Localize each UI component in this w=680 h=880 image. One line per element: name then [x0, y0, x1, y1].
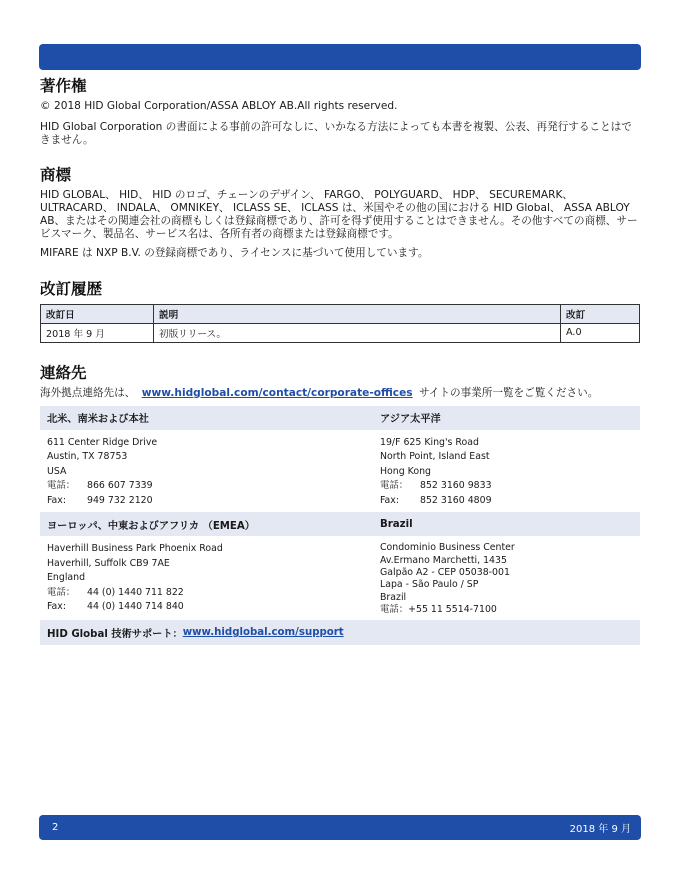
fax-label: Fax: [47, 601, 66, 613]
na-title: 北米、南米および本社 [47, 414, 149, 426]
phone-label: 電話： [47, 480, 76, 492]
page-number: 2 [52, 822, 59, 833]
contacts-body-row-1 [40, 430, 640, 513]
fax-label: Fax: [47, 494, 66, 506]
fax-label: Fax: [380, 494, 399, 506]
address-line: North Point, Island East [380, 451, 490, 463]
address-line: USA [47, 465, 67, 477]
phone-line: 電話：+55 11 5514-7100 [380, 603, 497, 615]
contacts-intro [40, 387, 640, 400]
support-link[interactable]: www.hidglobal.com/support [182, 627, 344, 639]
contacts-body-row-2 [40, 536, 640, 620]
revision-header-row [41, 304, 640, 323]
support-label: HID Global 技術サポート： [47, 629, 183, 641]
copyright-heading: 著作権 [40, 77, 87, 95]
col-description: 説明 [154, 304, 561, 323]
trademarks-heading: 商標 [40, 165, 72, 184]
address-line: Lapa - São Paulo / SP [380, 579, 479, 591]
contacts-grid [40, 406, 640, 645]
table-row [41, 323, 640, 342]
mifare-text: MIFARE は NXP B.V. の登録商標であり、ライセンスに基づいて使用しています。 [40, 247, 429, 260]
trademarks-text: HID GLOBAL、 HID、 HID のロゴ、チェーンのデザイン、 FARGO、 POLYGUARD、 HDP、 SECUREMARK、 ULTRACARD、 INDALA、 OMNIKEY、 ICLASS SE、 ICLASS は、米国やその他の国における HID Global、 ASSA ABLOY AB、またはその関連会社の商標もしくは登録商標であり、許可を得ず使用することはできません。その他すべての商標、サービスマーク、製品名、サービス名は、各所有者の商標または登録商標です。 [40, 188, 638, 241]
intro-suffix: サイトの事業所一覧をご覧ください。 [418, 386, 599, 399]
address-line: Haverhill Business Park Phoenix Road [47, 543, 223, 555]
ap-address-block [374, 436, 640, 509]
header-band [39, 44, 641, 70]
phone-label: 電話： [380, 480, 409, 492]
phone-line [47, 586, 374, 601]
col-date: 改訂日 [41, 304, 154, 323]
fax-line [47, 600, 374, 615]
copyright-line: © 2018 HID Global Corporation/ASSA ABLOY AB.All rights reserved. [40, 100, 398, 112]
contacts-heading: 連絡先 [40, 363, 87, 382]
address-line: Galpão A2 - CEP 05038-001 [380, 566, 510, 578]
fax-number: 949 732 2120 [87, 494, 153, 506]
address-line: Condominio Business Center [380, 542, 515, 554]
page-content [40, 76, 640, 645]
address-line: Brazil [380, 591, 407, 603]
phone-number: 852 3160 9833 [420, 480, 492, 492]
fax-number: 852 3160 4809 [420, 494, 492, 506]
fax-line [47, 494, 374, 509]
emea-address-block [40, 542, 374, 616]
brazil-address-block [374, 542, 640, 616]
contacts-header-row-1 [40, 406, 640, 430]
na-address-block [40, 436, 374, 509]
address-line: Hong Kong [380, 465, 431, 477]
phone-number: 44 (0) 1440 711 822 [87, 586, 184, 598]
address-line: 611 Center Ridge Drive [47, 436, 158, 448]
contacts-header-row-2 [40, 512, 640, 536]
ap-title: アジア太平洋 [380, 414, 441, 426]
cell-date: 2018 年 9 月 [41, 323, 154, 342]
fax-number: 44 (0) 1440 714 840 [87, 601, 184, 613]
address-line: Austin, TX 78753 [47, 451, 128, 463]
corporate-offices-link[interactable]: www.hidglobal.com/contact/corporate-offices [141, 386, 413, 399]
cell-revision: A.0 [561, 323, 640, 342]
col-revision: 改訂 [561, 304, 640, 323]
fax-line [380, 494, 640, 509]
phone-number: 866 607 7339 [87, 480, 153, 492]
cell-description: 初版リリース。 [154, 323, 561, 342]
address-line: Haverhill, Suffolk CB9 7AE [47, 557, 170, 569]
phone-line [47, 479, 374, 494]
copyright-notice: HID Global Corporation の書面による事前の許可なしに、いかなる方法によっても本書を複製、公表、再発行することはできません。 [40, 121, 632, 147]
footer-date: 2018 年 9 月 [569, 824, 631, 835]
phone-label: 電話： [47, 586, 76, 598]
intro-prefix: 海外拠点連絡先は、 [40, 386, 136, 399]
revision-table [40, 304, 640, 343]
support-bar [40, 620, 640, 645]
revision-heading: 改訂履歴 [40, 279, 103, 298]
footer-band [39, 815, 641, 840]
brazil-title: Brazil [380, 518, 413, 530]
emea-title: ヨーロッパ、中東およびアフリカ （EMEA） [47, 520, 255, 532]
address-line: Av.Ermano Marchetti, 1435 [380, 554, 507, 566]
address-line: 19/F 625 King's Road [380, 436, 479, 448]
address-line: England [47, 572, 86, 584]
phone-line [380, 479, 640, 494]
